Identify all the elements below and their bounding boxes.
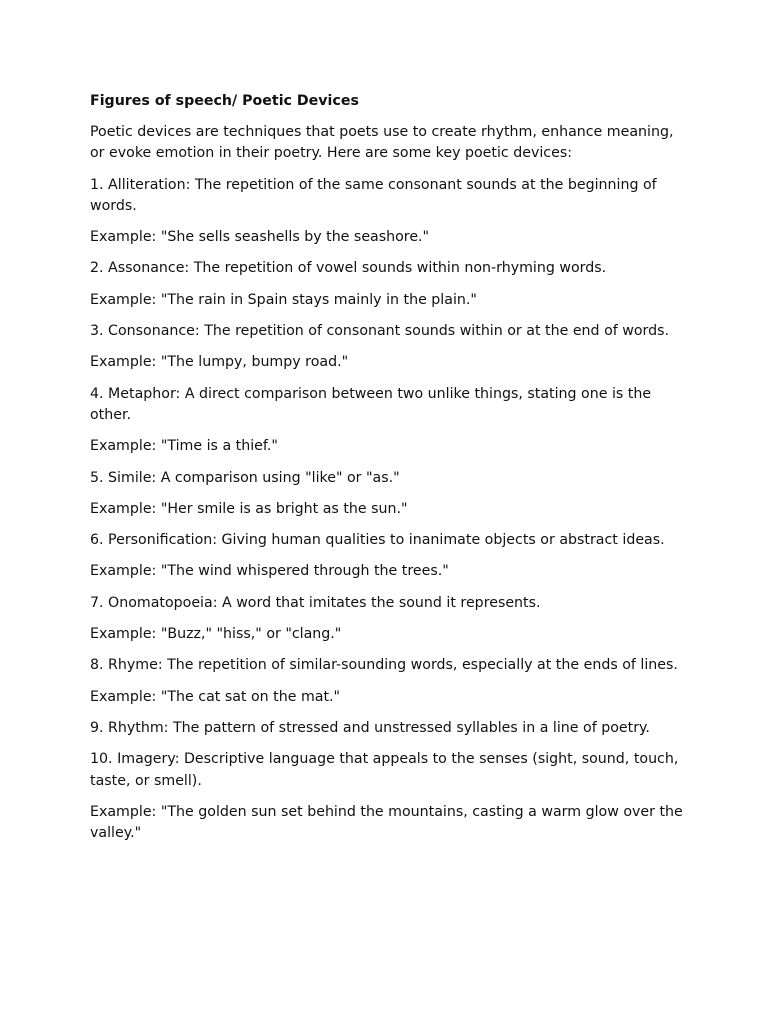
alliteration-example: Example: "She sells seashells by the seashore.": [90, 229, 430, 246]
rhyme-definition: 8. Rhyme: The repetition of similar-sounding words, especially at the ends of lines.: [90, 657, 678, 674]
document-page: [90, 91, 690, 854]
simile-example: Example: "Her smile is as bright as the sun.": [90, 500, 408, 517]
personification-example: Example: "The wind whispered through the trees.": [90, 563, 449, 580]
imagery-definition: 10. Imagery: Descriptive language that appeals to the senses (sight, sound, touch, taste, or smell).: [90, 751, 679, 789]
alliteration-definition: 1. Alliteration: The repetition of the same consonant sounds at the beginning of words.: [90, 176, 657, 214]
rhyme-example: Example: "The cat sat on the mat.": [90, 688, 341, 705]
onomatopoeia-example: Example: "Buzz," "hiss," or "clang.": [90, 626, 342, 643]
intro-paragraph: Poetic devices are techniques that poets use to create rhythm, enhance meaning, or evoke emotion in their poetry. Here are some key poetic devices:: [90, 124, 674, 162]
personification-definition: 6. Personification: Giving human qualities to inanimate objects or abstract ideas.: [90, 532, 665, 549]
imagery-example: Example: "The golden sun set behind the mountains, casting a warm glow over the valley.": [90, 803, 683, 842]
consonance-definition: 3. Consonance: The repetition of consonant sounds within or at the end of words.: [90, 323, 670, 340]
metaphor-example: Example: "Time is a thief.": [90, 438, 278, 455]
metaphor-definition: 4. Metaphor: A direct comparison between two unlike things, stating one is the other.: [90, 385, 652, 423]
assonance-example: Example: "The rain in Spain stays mainly in the plain.": [90, 291, 477, 308]
assonance-definition: 2. Assonance: The repetition of vowel sounds within non-rhyming words.: [90, 260, 607, 277]
onomatopoeia-definition: 7. Onomatopoeia: A word that imitates the sound it represents.: [90, 594, 541, 611]
rhythm-definition: 9. Rhythm: The pattern of stressed and unstressed syllables in a line of poetry.: [90, 719, 650, 736]
consonance-example: Example: "The lumpy, bumpy road.": [90, 354, 349, 371]
document-title: Figures of speech/ Poetic Devices: [90, 93, 359, 109]
simile-definition: 5. Simile: A comparison using "like" or "as.": [90, 469, 400, 486]
